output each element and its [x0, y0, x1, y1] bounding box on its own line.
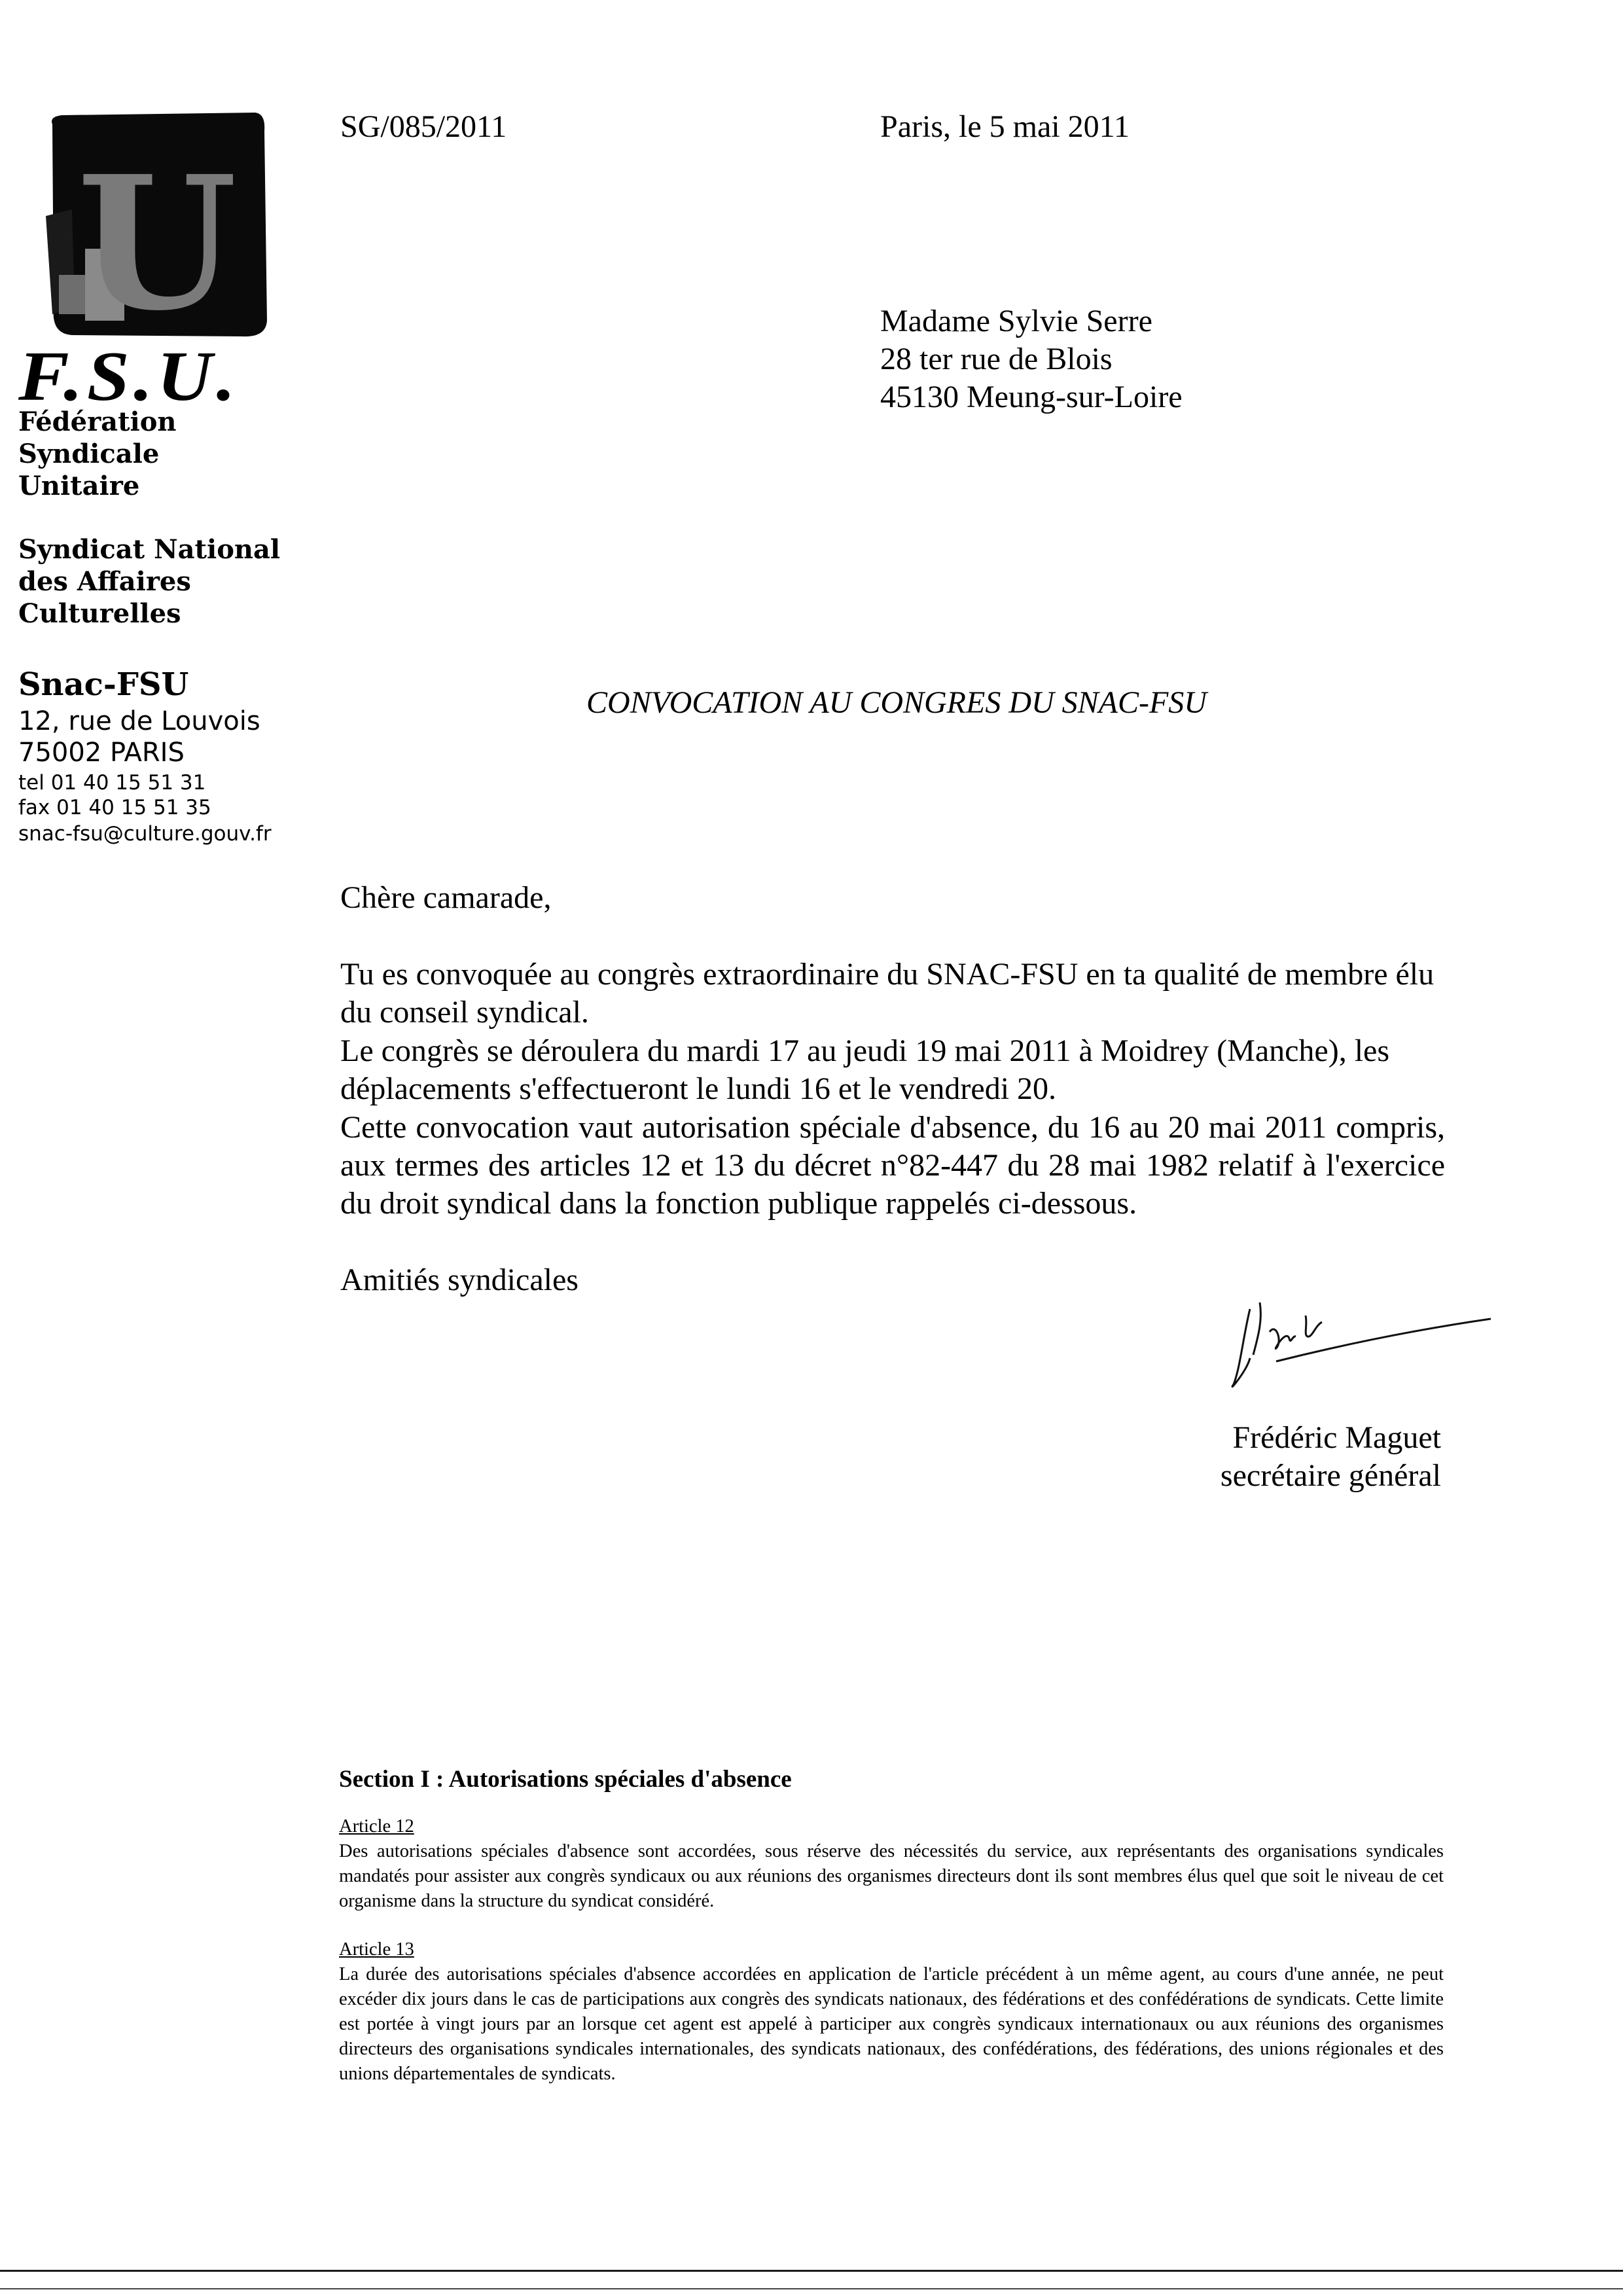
address-city: 75002 PARIS — [18, 738, 185, 768]
signatory — [1221, 1419, 1441, 1495]
paragraph-authorization: Cette convocation vaut autorisation spéciale d'absence, du 16 au 20 mai 2011 compris, aux termes des articles 12 et 13 du décret n°82-447 du 28 mai 1982 relatif à l'exercice du droit syndical dans la fonction publique rappelés ci-dessous. — [340, 1110, 1445, 1221]
scan-edge-line — [0, 2288, 1623, 2289]
union-line: Syndicat National — [18, 534, 281, 565]
letter-title: CONVOCATION AU CONGRES DU SNAC-FSU — [586, 685, 1207, 720]
signer-title: secrétaire général — [1220, 1458, 1441, 1493]
recipient-line: 45130 Meung-sur-Loire — [880, 380, 1183, 414]
recipient-line: Madame Sylvie Serre — [880, 304, 1152, 338]
article-13-heading: Article 13 — [339, 1939, 414, 1960]
article-12-heading: Article 12 — [339, 1816, 414, 1837]
annex-section-title: Section I : Autorisations spéciales d'absence — [339, 1766, 792, 1793]
email: snac-fsu@culture.gouv.fr — [18, 822, 272, 846]
federation-name — [18, 406, 177, 502]
signer-name: Frédéric Maguet — [1232, 1420, 1441, 1455]
article-12-text: Des autorisations spéciales d'absence sont accordées, sous réserve des nécessités du service, aux représentants des organisations syndicales mandatés pour assister aux congrès syndicaux ou aux réunions des organismes directeurs dont ils sont membres élus quel que soit le niveau de cet organisme dans la structure du syndicat considéré. — [339, 1841, 1444, 1911]
federation-line: Fédération — [18, 406, 177, 437]
reference-number: SG/085/2011 — [340, 109, 507, 144]
address-street: 12, rue de Louvois — [18, 706, 260, 736]
greeting: Chère camarade, — [340, 880, 552, 915]
union-name — [18, 533, 280, 630]
paragraph-dates: Le congrès se déroulera du mardi 17 au jeudi 19 mai 2011 à Moidrey (Manche), les déplacements s'effectueront le lundi 16 et le vendredi 20. — [340, 1033, 1390, 1106]
recipient-line: 28 ter rue de Blois — [880, 342, 1113, 376]
closing: Amitiés syndicales — [340, 1263, 579, 1297]
union-line: Culturelles — [18, 598, 181, 629]
union-line: des Affaires — [18, 566, 191, 597]
federation-line: Unitaire — [18, 471, 140, 501]
scan-edge-line — [0, 2270, 1623, 2272]
article-13-text: La durée des autorisations spéciales d'absence accordées en application de l'article précédent à un même agent, au cours d'une année, ne peut excéder dix jours dans le cas de participations aux congrès des syndicats nationaux, des fédérations et des confédérations de syndicats. Cette limite est portée à vingt jours par an lorsque cet agent est appelé à participer aux congrès syndicaux internationaux ou aux réunions des organismes directeurs des organisations syndicales internationales, des syndicats nationaux, des confédérations, des fédérations, des unions régionales et des unions départementales de syndicats. — [339, 1964, 1444, 2084]
logo-wordmark: F.S.U. — [18, 338, 240, 416]
logo-glyph: U — [77, 136, 238, 340]
paragraph-convocation: Tu es convoquée au congrès extraordinaire du SNAC-FSU en ta qualité de membre élu du conseil syndical. — [340, 957, 1435, 1030]
fax: fax 01 40 15 51 35 — [18, 796, 211, 819]
recipient-address — [880, 302, 1183, 416]
snac-name: Snac-FSU — [18, 666, 189, 703]
fsu-logo-mark — [46, 111, 268, 340]
handwritten-signature — [1230, 1296, 1492, 1394]
federation-line: Syndicale — [18, 439, 160, 469]
telephone: tel 01 40 15 51 31 — [18, 771, 206, 795]
date-line: Paris, le 5 mai 2011 — [880, 109, 1130, 144]
